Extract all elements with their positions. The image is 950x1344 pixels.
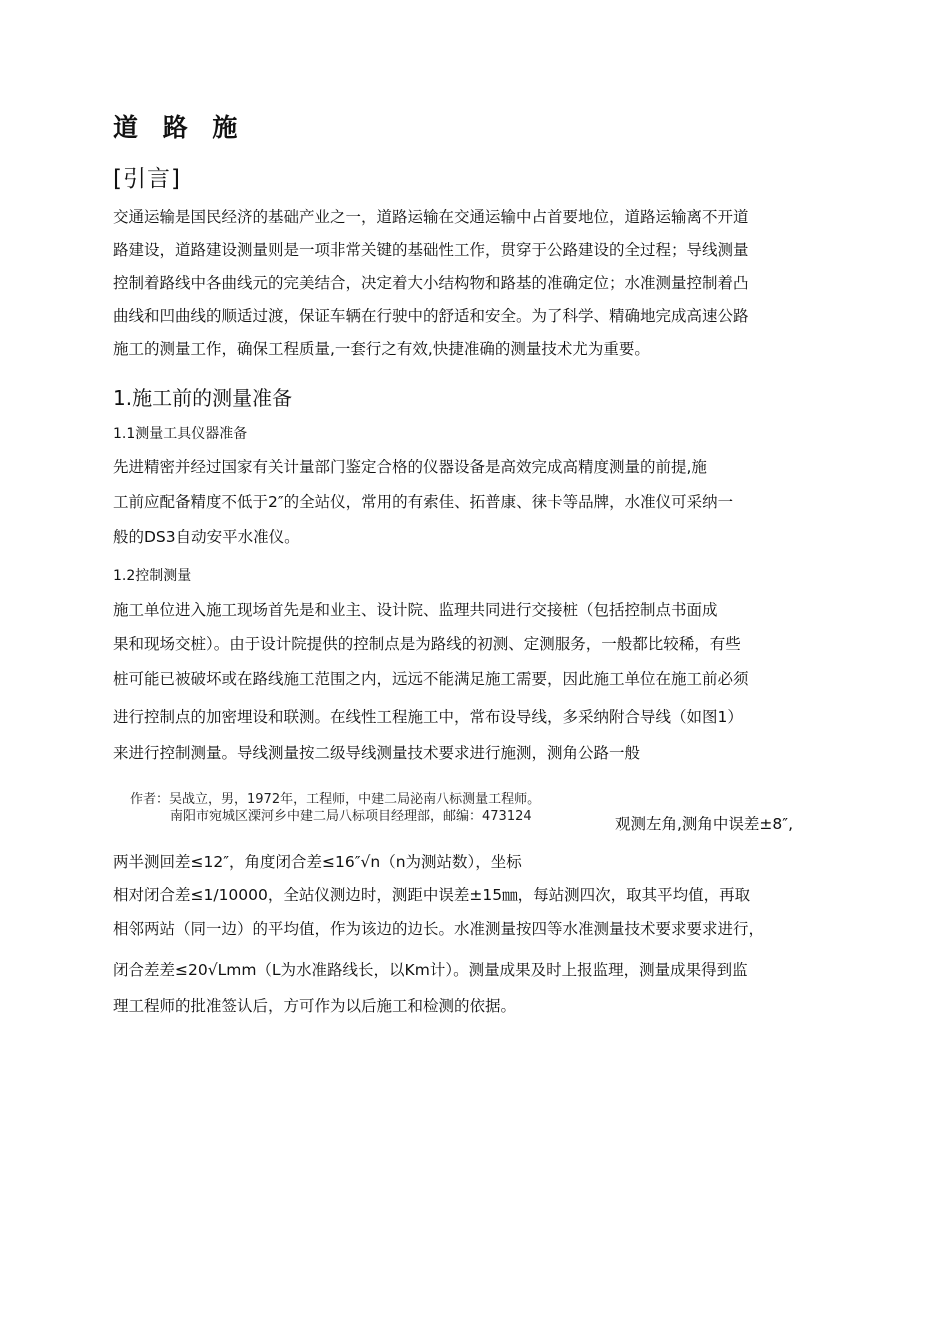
paragraph-line: 观测左角,测角中误差±8″, — [615, 815, 793, 833]
intro-line: 路建设，道路建设测量则是一项非常关键的基础性工作，贯穿于公路建设的全过程；导线测量 — [113, 241, 749, 259]
paragraph-line: 进行控制点的加密埋设和联测。在线性工程施工中，常布设导线，多采纳附合导线（如图1） — [113, 708, 743, 726]
paragraph-line: 先进精密并经过国家有关计量部门鉴定合格的仪器设备是高效完成高精度测量的前提,施 — [113, 458, 707, 476]
author-address: 南阳市宛城区溧河乡中建二局八标项目经理部，邮编：473124 — [170, 809, 532, 824]
intro-line: 施工的测量工作，确保工程质量,一套行之有效,快捷准确的测量技术尤为重要。 — [113, 340, 650, 358]
paragraph-line: 工前应配备精度不低于2″的全站仪，常用的有索佳、拓普康、徕卡等品牌，水准仪可采纳一 — [113, 493, 734, 511]
intro-line: 控制着路线中各曲线元的完美结合，决定着大小结构物和路基的准确定位；水准测量控制着凸 — [113, 274, 749, 292]
document-title: 道 路 施 — [113, 113, 246, 142]
paragraph-line: 理工程师的批准签认后，方可作为以后施工和检测的依据。 — [113, 997, 517, 1015]
paragraph-line: 桩可能已被破坏或在路线施工范围之内，远远不能满足施工需要，因此施工单位在施工前必须 — [113, 670, 749, 688]
intro-line: 交通运输是国民经济的基础产业之一，道路运输在交通运输中占首要地位，道路运输离不开道 — [113, 208, 749, 226]
paragraph-line: 两半测回差≤12″，角度闭合差≤16″√n（n为测站数），坐标 — [113, 853, 522, 871]
section-heading: 1.施工前的测量准备 — [113, 386, 293, 410]
paragraph-line: 来进行控制测量。导线测量按二级导线测量技术要求进行施测，测角公路一般 — [113, 744, 641, 762]
paragraph-line: 相邻两站（同一边）的平均值，作为该边的边长。水准测量按四等水准测量技术要求要求进行， — [113, 920, 765, 938]
paragraph-line: 般的DS3自动安平水准仪。 — [113, 528, 300, 546]
paragraph-line: 相对闭合差≤1/10000，全站仪测边时，测距中误差±15㎜，每站测四次，取其平均值，再取 — [113, 886, 751, 904]
subsection-heading: 1.1测量工具仪器准备 — [113, 426, 248, 442]
intro-line: 曲线和凹曲线的顺适过渡，保证车辆在行驶中的舒适和安全。为了科学、精确地完成高速公路 — [113, 307, 749, 325]
author-footnote: 作者：吴战立，男，1972年，工程师，中建二局泌南八标测量工程师。 — [130, 792, 541, 807]
paragraph-line: 施工单位进入施工现场首先是和业主、设计院、监理共同进行交接桩（包括控制点书面成 — [113, 601, 718, 619]
intro-heading: [引言] — [113, 166, 181, 192]
subsection-heading: 1.2控制测量 — [113, 568, 192, 584]
paragraph-line: 果和现场交桩）。由于设计院提供的控制点是为路线的初测、定测服务，一般都比较稀，有些 — [113, 635, 741, 653]
paragraph-line: 闭合差差≤20√Lmm（L为水准路线长，以Km计）。测量成果及时上报监理，测量成果得到监 — [113, 961, 748, 979]
